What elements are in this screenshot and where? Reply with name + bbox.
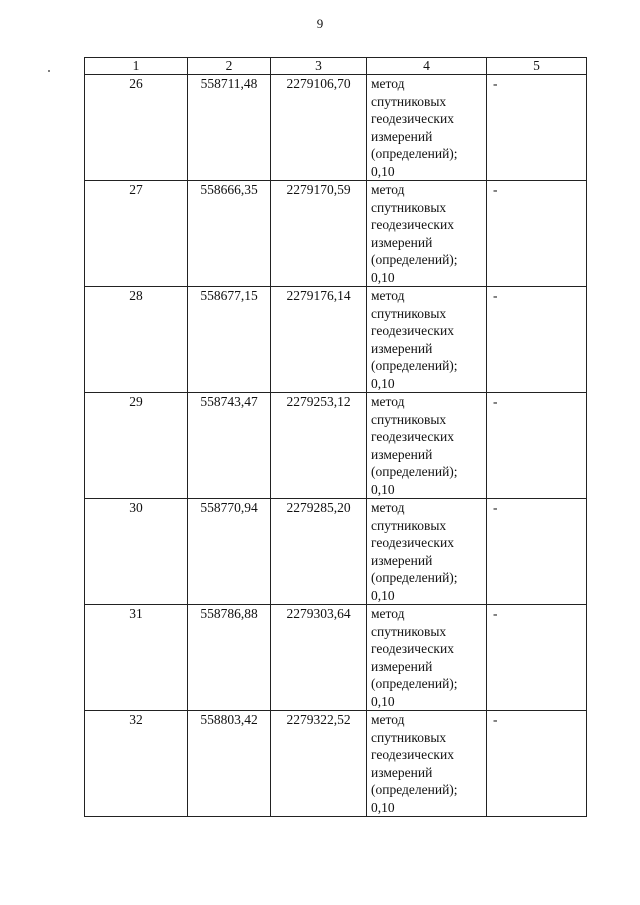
method-cell [367, 499, 487, 605]
table-row [85, 287, 587, 393]
method-text-line: геодезических [371, 747, 454, 762]
method-text-line: измерений [371, 764, 433, 780]
method-text-line: геодезических [371, 535, 454, 550]
x-coordinate-cell: 558666,35 [188, 181, 271, 287]
method-text-line: 0,10 [371, 693, 395, 709]
method-text-line: геодезических [371, 323, 454, 338]
header-col-2: 2 [188, 58, 271, 75]
x-coordinate-cell: 558803,42 [188, 711, 271, 817]
method-cell [367, 181, 487, 287]
point-number-cell: 29 [85, 393, 188, 499]
table-row [85, 605, 587, 711]
point-number-cell: 32 [85, 711, 188, 817]
table-row [85, 393, 587, 499]
method-text-line: спутниковых [371, 623, 447, 639]
method-text-line: (определений); [371, 146, 458, 161]
y-coordinate-cell: 2279106,70 [271, 75, 367, 181]
method-text-line: (определений); [371, 570, 458, 585]
header-col-5: 5 [487, 58, 587, 75]
table-row [85, 499, 587, 605]
note-cell: - [487, 75, 587, 181]
point-number-cell: 31 [85, 605, 188, 711]
note-cell: - [487, 393, 587, 499]
header-col-3: 3 [271, 58, 367, 75]
note-cell: - [487, 499, 587, 605]
method-text-line: (определений); [371, 358, 458, 373]
point-number-cell: 30 [85, 499, 188, 605]
method-text-line: измерений [371, 658, 433, 674]
method-text-line: метод [371, 182, 405, 197]
method-text-line: измерений [371, 340, 433, 356]
method-text-line: (определений); [371, 676, 458, 691]
method-text-line: геодезических [371, 217, 454, 232]
method-text-line: метод [371, 712, 405, 727]
method-text-line: геодезических [371, 429, 454, 444]
x-coordinate-cell: 558711,48 [188, 75, 271, 181]
method-text-line: геодезических [371, 111, 454, 126]
point-number-cell: 27 [85, 181, 188, 287]
table-header-row [85, 58, 587, 75]
scan-speck [48, 70, 50, 72]
method-text-line: метод [371, 606, 405, 621]
method-text-line: измерений [371, 234, 433, 250]
x-coordinate-cell: 558677,15 [188, 287, 271, 393]
method-text-line: измерений [371, 446, 433, 462]
method-cell [367, 711, 487, 817]
y-coordinate-cell: 2279176,14 [271, 287, 367, 393]
method-text-line: спутниковых [371, 199, 447, 215]
method-text-line: спутниковых [371, 305, 447, 321]
method-text-line: 0,10 [371, 269, 395, 285]
method-text-line: 0,10 [371, 163, 395, 179]
method-text-line: метод [371, 288, 405, 303]
method-text-line: геодезических [371, 641, 454, 656]
method-text-line: спутниковых [371, 93, 447, 109]
table-row [85, 181, 587, 287]
method-cell [367, 393, 487, 499]
method-text-line: 0,10 [371, 481, 395, 497]
y-coordinate-cell: 2279170,59 [271, 181, 367, 287]
method-text-line: 0,10 [371, 587, 395, 603]
method-cell [367, 287, 487, 393]
method-text-line: метод [371, 394, 405, 409]
table-body [85, 75, 587, 817]
method-text-line: (определений); [371, 252, 458, 267]
method-text-line: спутниковых [371, 411, 447, 427]
y-coordinate-cell: 2279322,52 [271, 711, 367, 817]
x-coordinate-cell: 558743,47 [188, 393, 271, 499]
note-cell: - [487, 287, 587, 393]
x-coordinate-cell: 558786,88 [188, 605, 271, 711]
header-col-4: 4 [367, 58, 487, 75]
method-cell [367, 75, 487, 181]
coordinates-table [84, 57, 587, 817]
y-coordinate-cell: 2279303,64 [271, 605, 367, 711]
x-coordinate-cell: 558770,94 [188, 499, 271, 605]
method-text-line: измерений [371, 552, 433, 568]
note-cell: - [487, 181, 587, 287]
method-text-line: спутниковых [371, 729, 447, 745]
method-text-line: измерений [371, 128, 433, 144]
point-number-cell: 26 [85, 75, 188, 181]
method-text-line: метод [371, 76, 405, 91]
note-cell: - [487, 711, 587, 817]
point-number-cell: 28 [85, 287, 188, 393]
y-coordinate-cell: 2279253,12 [271, 393, 367, 499]
header-col-1: 1 [85, 58, 188, 75]
y-coordinate-cell: 2279285,20 [271, 499, 367, 605]
method-text-line: метод [371, 500, 405, 515]
method-text-line: (определений); [371, 464, 458, 479]
table-row [85, 711, 587, 817]
method-text-line: 0,10 [371, 799, 395, 815]
method-text-line: (определений); [371, 782, 458, 797]
table-row [85, 75, 587, 181]
method-cell [367, 605, 487, 711]
page-number: 9 [316, 16, 324, 31]
method-text-line: 0,10 [371, 375, 395, 391]
method-text-line: спутниковых [371, 517, 447, 533]
note-cell: - [487, 605, 587, 711]
